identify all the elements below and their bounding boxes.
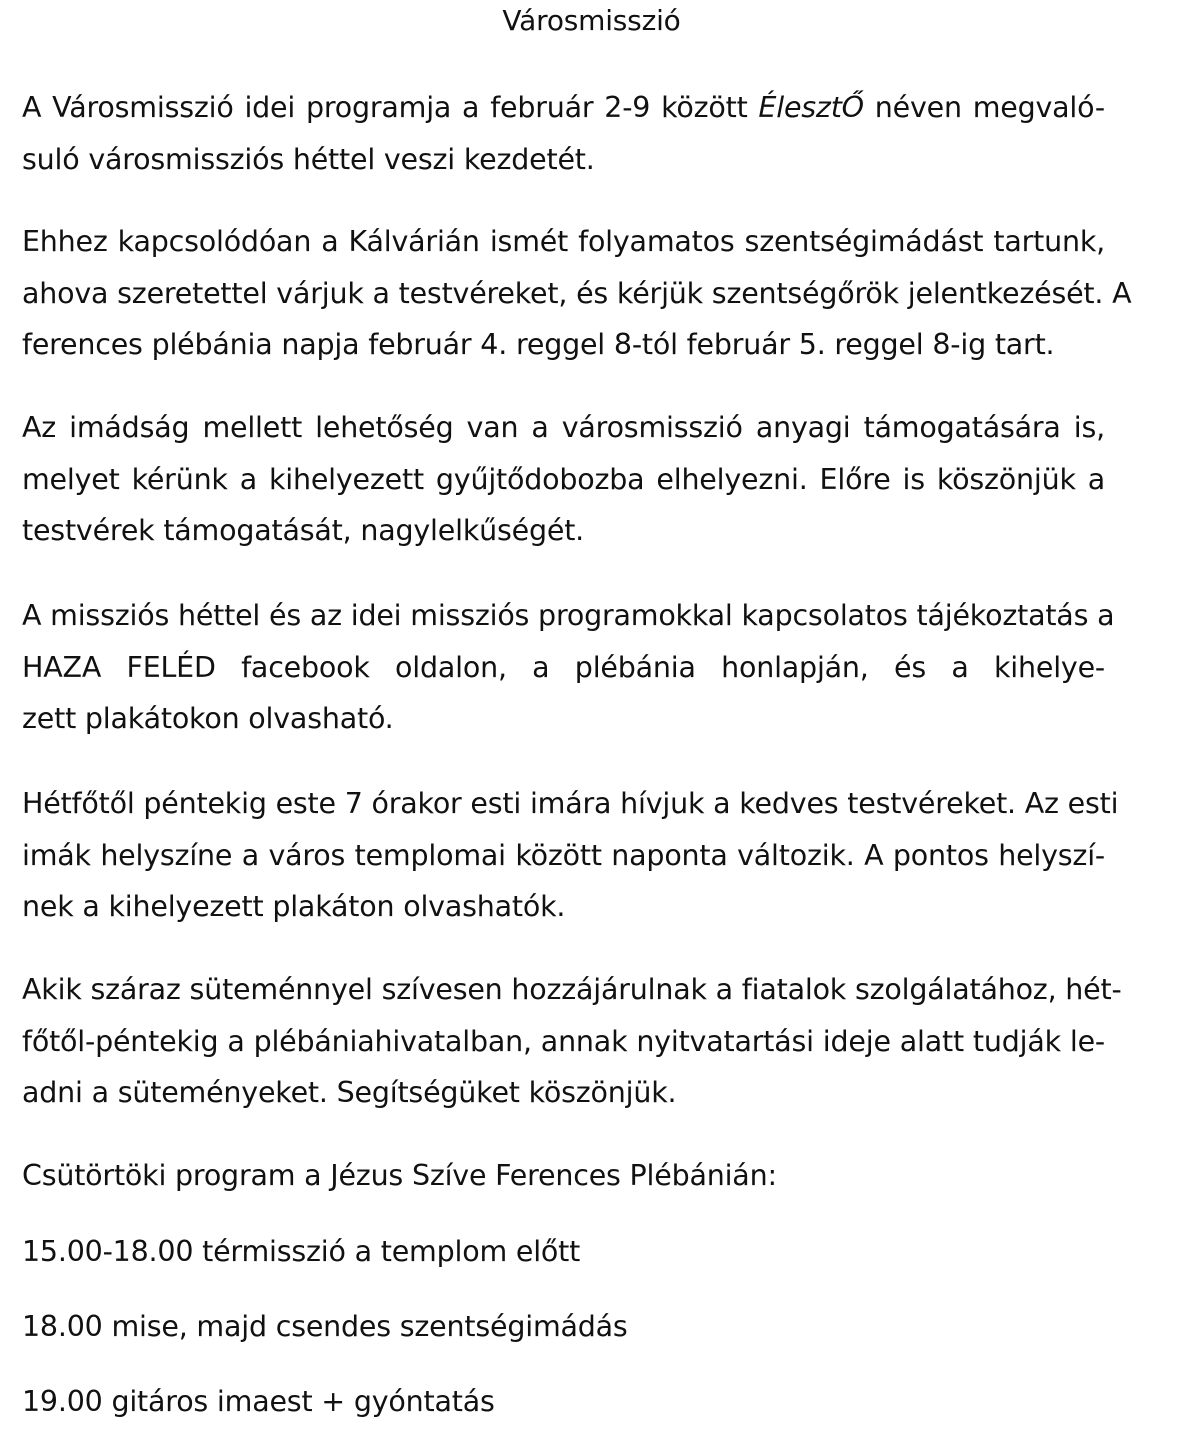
paragraph-line: imák helyszíne a város templomai között naponta változik. A pontos helyszí- bbox=[22, 838, 1105, 872]
paragraph-information bbox=[22, 590, 1115, 745]
paragraph-line: Akik száraz süteménnyel szívesen hozzájárulnak a fiatalok szolgálatához, hét- bbox=[22, 973, 1122, 1006]
text-segment: néven megvaló- bbox=[863, 91, 1105, 124]
program-item: 15.00-18.00 térmisszió a templom előtt bbox=[22, 1235, 581, 1268]
paragraph-line: HAZA FELÉD facebook oldalon, a plébánia honlapján, és a kihelye- bbox=[22, 650, 1105, 684]
paragraph-line: suló városmissziós héttel veszi kezdetét. bbox=[22, 142, 595, 176]
paragraph-line: melyet kérünk a kihelyezett gyűjtődobozba elhelyezni. Előre is köszönjük a bbox=[22, 462, 1105, 496]
paragraph-line: A missziós héttel és az idei missziós programokkal kapcsolatos tájékoztatás a bbox=[22, 599, 1115, 632]
paragraph-elesztő-intro bbox=[22, 82, 1105, 185]
paragraph-line: testvérek támogatását, nagylelkűségét. bbox=[22, 514, 585, 547]
paragraph-line: ferences plébánia napja február 4. reggel 8-tól február 5. reggel 8-ig tart. bbox=[22, 328, 1055, 361]
program-heading: Csütörtöki program a Jézus Szíve Ferences Plébánián: bbox=[22, 1159, 777, 1192]
paragraph-line: Hétfőtől péntekig este 7 órakor esti imára hívjuk a kedves testvéreket. Az esti bbox=[22, 787, 1119, 820]
text-segment: A Városmisszió idei programja a február 2-9 között bbox=[22, 91, 759, 124]
document-title: Városmisszió bbox=[502, 4, 681, 37]
program-item: 19.00 gitáros imaest + gyóntatás bbox=[22, 1385, 495, 1418]
paragraph-line: nek a kihelyezett plakáton olvashatók. bbox=[22, 890, 566, 923]
paragraph-support bbox=[22, 402, 1105, 557]
paragraph-evening-prayer bbox=[22, 778, 1119, 933]
paragraph-cookies bbox=[22, 964, 1122, 1119]
paragraph-line: főtől-péntekig a plébániahivatalban, annak nyitvatartási ideje alatt tudják le- bbox=[22, 1024, 1105, 1058]
paragraph-line bbox=[22, 82, 1105, 134]
paragraph-line: Ehhez kapcsolódóan a Kálvárián ismét folyamatos szentségimádást tartunk, bbox=[22, 225, 1105, 258]
paragraph-line: Az imádság mellett lehetőség van a városmisszió anyagi támogatására is, bbox=[22, 411, 1105, 444]
program-name-italic: ÉlesztŐ bbox=[758, 91, 864, 124]
paragraph-line: zett plakátokon olvasható. bbox=[22, 702, 394, 735]
paragraph-line: adni a süteményeket. Segítségüket köszönjük. bbox=[22, 1076, 677, 1109]
paragraph-adoration bbox=[22, 216, 1132, 371]
paragraph-line: ahova szeretettel várjuk a testvéreket, és kérjük szentségőrök jelentkezését. A bbox=[22, 276, 1132, 310]
program-item: 18.00 mise, majd csendes szentségimádás bbox=[22, 1310, 628, 1343]
